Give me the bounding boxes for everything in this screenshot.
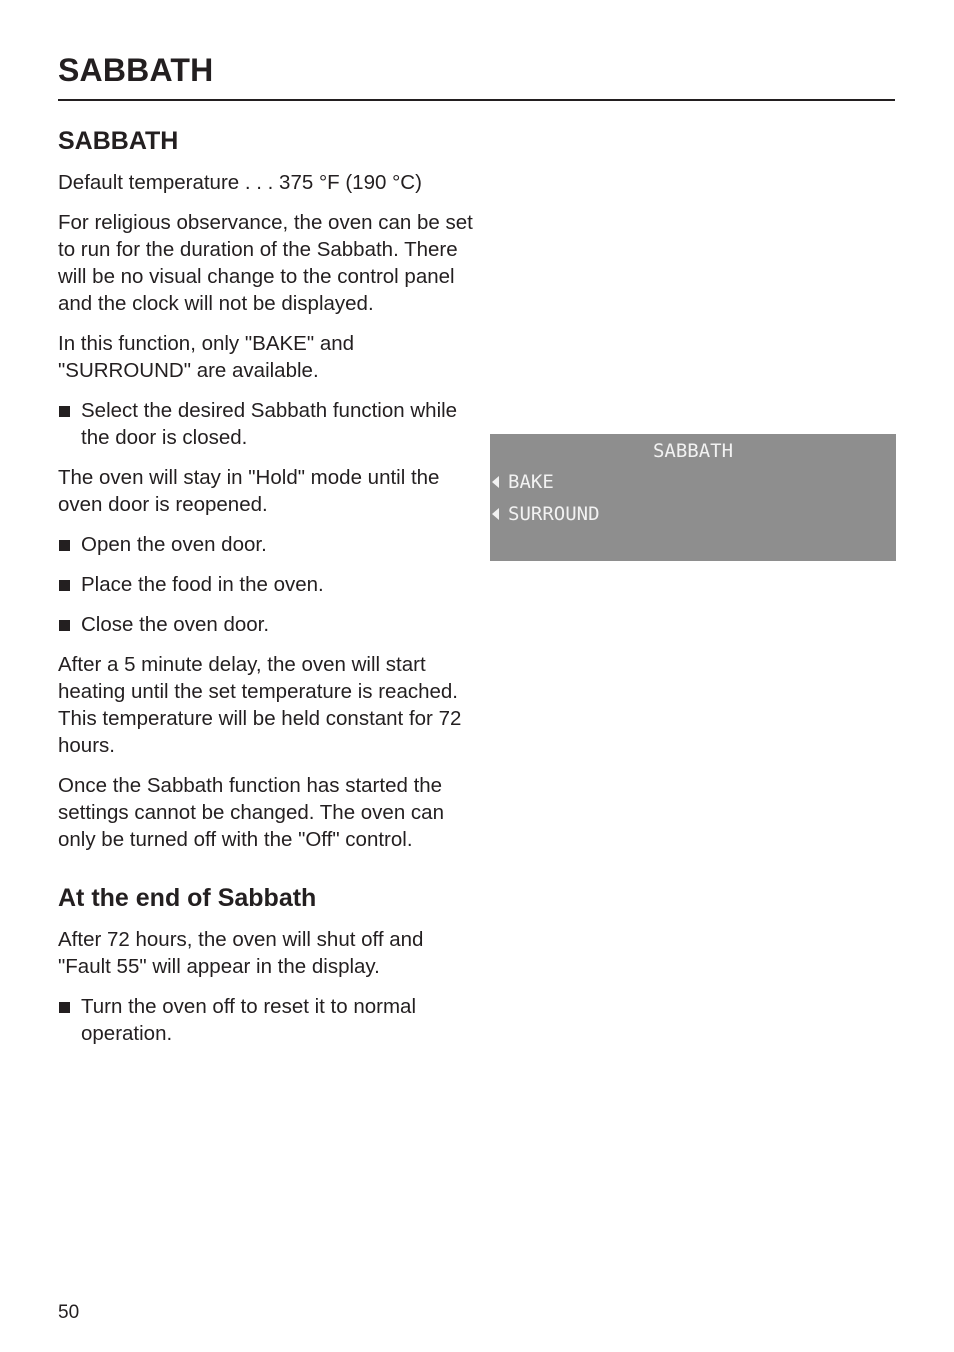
bullet-icon	[59, 620, 70, 631]
list-item-text: Turn the oven off to reset it to normal operation.	[81, 995, 417, 1045]
paragraph-fault: After 72 hours, the oven will shut off and "Fault 55" will appear in the display.	[58, 928, 424, 978]
display-title: SABBATH	[652, 440, 734, 462]
list-item	[58, 531, 478, 558]
oven-display-illustration	[490, 434, 896, 561]
list-item	[58, 611, 478, 638]
list-item	[58, 993, 478, 1047]
default-temperature: Default temperature . . . 375 °F (190 °C)	[58, 171, 422, 194]
display-option-bake	[492, 470, 554, 494]
paragraph-available-functions: In this function, only "BAKE" and "SURROUND" are available.	[58, 332, 355, 382]
list-item	[58, 397, 478, 451]
display-option-label: BAKE	[508, 471, 554, 493]
list-item-text: Place the food in the oven.	[81, 573, 324, 596]
list-item-text: Open the oven door.	[81, 533, 267, 556]
paragraph-settings: Once the Sabbath function has started the settings cannot be changed. The oven can only be turned off with the "Off" control.	[58, 774, 444, 851]
paragraph-intro: For religious observance, the oven can be set to run for the duration of the Sabbath. There will be no visual change to the control panel and the clock will not be displayed.	[58, 211, 473, 315]
list-item	[58, 571, 478, 598]
display-option-surround	[492, 502, 600, 526]
paragraph-heating: After a 5 minute delay, the oven will start heating until the set temperature is reached. This temperature will be held constant for 72 hours.	[58, 653, 462, 757]
paragraph-hold-mode: The oven will stay in "Hold" mode until the oven door is reopened.	[58, 466, 440, 516]
main-content	[58, 124, 478, 1047]
list-item-text: Close the oven door.	[81, 613, 270, 636]
bullet-icon	[59, 540, 70, 551]
bullet-icon	[59, 406, 70, 417]
list-item-text: Select the desired Sabbath function while the door is closed.	[81, 399, 458, 449]
end-of-sabbath-heading: At the end of Sabbath	[58, 884, 317, 912]
left-arrow-icon	[492, 508, 499, 520]
display-option-label: SURROUND	[508, 503, 600, 525]
title-divider	[58, 99, 895, 101]
left-arrow-icon	[492, 476, 499, 488]
section-heading: SABBATH	[58, 127, 179, 155]
bullet-icon	[59, 1002, 70, 1013]
page-title: SABBATH	[58, 52, 214, 88]
bullet-icon	[59, 580, 70, 591]
page-number: 50	[58, 1302, 80, 1323]
